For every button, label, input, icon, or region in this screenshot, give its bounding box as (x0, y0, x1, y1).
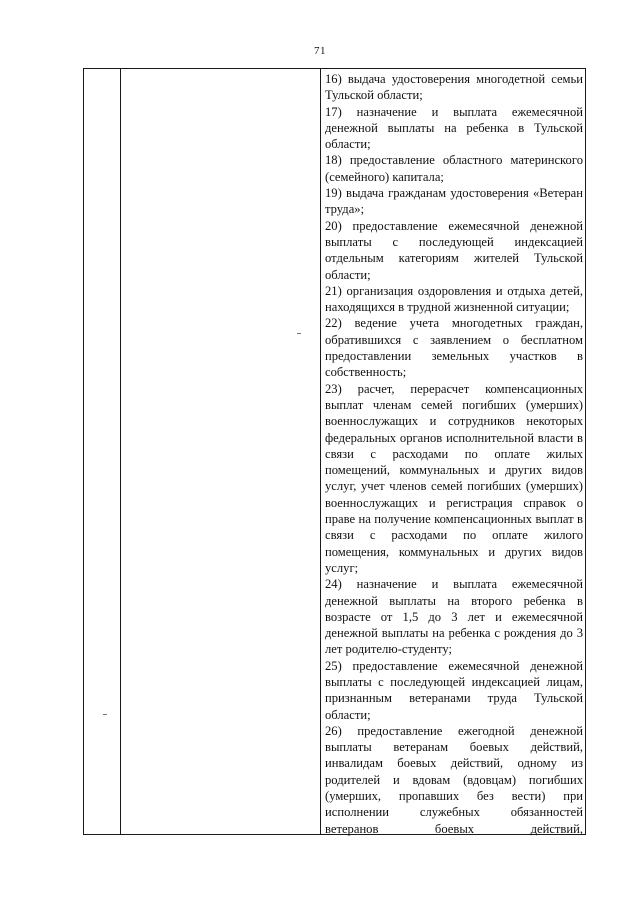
list-item-16: 16) выдача удостоверения многодетной семьи Тульской области; (325, 72, 583, 103)
list-item-19: 19) выдача гражданам удостоверения «Ветеран труда»; (325, 186, 583, 217)
scan-speck (103, 714, 107, 715)
list-item-20: 20) предоставление ежемесячной денежной выплаты с последующей индексацией отдельным категориям жителей Тульской области; (325, 218, 583, 282)
services-list-cell (325, 71, 583, 837)
scan-speck (297, 333, 301, 334)
list-item-22: 22) ведение учета многодетных граждан, обратившихся с заявлением о бесплатном предоставлении земельных участков в собственность; (325, 316, 583, 380)
list-item-24: 24) назначение и выплата ежемесячной денежной выплаты на второго ребенка в возрасте от 1,5 до 3 лет и ежемесячной денежной выплаты на ребенка с рождения до 3 лет родителю-студенту; (325, 577, 583, 657)
column-divider-1 (120, 69, 121, 834)
services-table (83, 68, 586, 835)
list-item-25: 25) предоставление ежемесячной денежной выплаты с последующей индексацией лицам, признанным ветеранами труда Тульской области; (325, 658, 583, 722)
page-number: 71 (314, 45, 326, 57)
column-divider-2 (320, 69, 321, 834)
list-item-23: 23) расчет, перерасчет компенсационных выплат членам семей погибших (умерших) военнослужащих и сотрудников некоторых федеральных органов исполнительной власти в связи с расходами по оплате жилых помещений, коммунальных и других видов услуг, учет членов семей погибших (умерших) военнослужащих и регистрация справок о праве на получение компенсационных выплат в связи с расходами по оплате жилого помещения, коммунальных и других видов услуг; (325, 381, 583, 575)
list-item-18: 18) предоставление областного материнского (семейного) капитала; (325, 153, 583, 184)
list-item-21: 21) организация оздоровления и отдыха детей, находящихся в трудной жизненной ситуации; (325, 283, 583, 315)
list-item-17: 17) назначение и выплата ежемесячной денежной выплаты на ребенка в Тульской области; (325, 104, 583, 152)
list-item-26: 26) предоставление ежегодной денежной выплаты ветеранам боевых действий, инвалидам боевых действий, одному из родителей и вдовам (вдовцам) погибших (умерших, пропавших без вести) при исполнении служебных обязанностей ветеранов боевых действий, (325, 723, 583, 836)
